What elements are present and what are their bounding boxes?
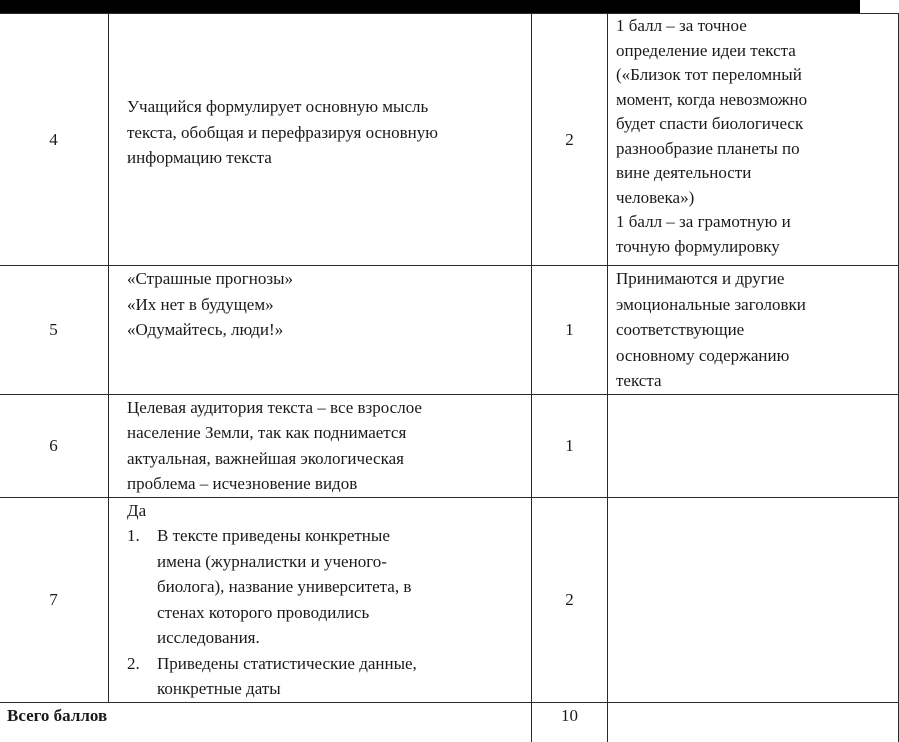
content-line: актуальная, важнейшая экологическая	[127, 448, 404, 468]
notes-line: момент, когда невозможно	[616, 89, 808, 109]
total-label: Всего баллов	[0, 702, 532, 742]
table-row	[0, 266, 899, 395]
notes-line: текста	[616, 371, 662, 390]
content-line: стенах которого проводились	[157, 602, 370, 622]
content-line: население Земли, так как поднимается	[127, 423, 407, 442]
content-line: Целевая аудитория текста – все взрослое	[127, 397, 422, 417]
content-line: исследования.	[157, 628, 260, 647]
row-content	[109, 394, 532, 497]
notes-line: эмоциональные заголовки	[616, 294, 806, 314]
scoring-table	[0, 13, 899, 742]
row-content	[109, 14, 532, 266]
table-row	[0, 497, 899, 702]
notes-line: человека»)	[616, 187, 695, 207]
table-row	[0, 394, 899, 497]
notes-line: будет спасти биологическ	[616, 114, 804, 133]
notes-line: вине деятельности	[616, 163, 752, 182]
content-line: В тексте приведены конкретные	[157, 526, 390, 545]
notes-line: соответствующие	[616, 320, 745, 339]
row-points: 2	[532, 14, 608, 266]
notes-line: точную формулировку	[616, 236, 780, 256]
evidence-list	[127, 523, 525, 702]
content-line: имена (журналистки и ученого-	[157, 551, 387, 571]
total-notes	[608, 702, 899, 742]
notes-line: определение идеи текста	[616, 40, 796, 60]
row-points: 2	[532, 497, 608, 702]
row-points: 1	[532, 266, 608, 395]
table-row	[0, 14, 899, 266]
content-intro: Да	[127, 500, 147, 520]
content-line: «Страшные прогнозы»	[127, 269, 294, 288]
row-notes	[608, 497, 899, 702]
notes-line: Принимаются и другие	[616, 269, 785, 288]
row-content	[109, 266, 532, 395]
top-black-bar	[0, 0, 860, 13]
notes-line: разнообразие планеты по	[616, 138, 800, 158]
content-line: Приведены статистические данные,	[157, 653, 417, 673]
row-notes	[608, 14, 899, 266]
row-number: 7	[0, 497, 109, 702]
notes-line: основному содержанию	[616, 345, 790, 365]
row-number: 6	[0, 394, 109, 497]
content-line: биолога), название университета, в	[157, 577, 412, 596]
notes-line: 1 балл – за точное	[616, 16, 747, 35]
total-points: 10	[532, 702, 608, 742]
content-line: конкретные даты	[157, 679, 281, 698]
content-line: «Их нет в будущем»	[127, 294, 274, 314]
total-row	[0, 702, 899, 742]
row-points: 1	[532, 394, 608, 497]
row-notes	[608, 394, 899, 497]
row-content	[109, 497, 532, 702]
document-page	[0, 13, 860, 725]
content-line: информацию текста	[127, 148, 272, 168]
row-notes	[608, 266, 899, 395]
content-line: проблема – исчезновение видов	[127, 474, 358, 493]
content-line: «Одумайтесь, люди!»	[127, 320, 284, 339]
content-line: Учащийся формулирует основную мысль	[127, 97, 429, 117]
row-number: 5	[0, 266, 109, 395]
list-item	[127, 523, 525, 651]
notes-line: («Близок тот переломный	[616, 65, 802, 84]
list-marker: 1.	[127, 526, 140, 545]
list-item	[127, 651, 525, 702]
content-line: текста, обобщая и перефразируя основную	[127, 122, 438, 142]
notes-line: 1 балл – за грамотную и	[616, 212, 791, 231]
row-number: 4	[0, 14, 109, 266]
list-marker: 2.	[127, 653, 140, 673]
